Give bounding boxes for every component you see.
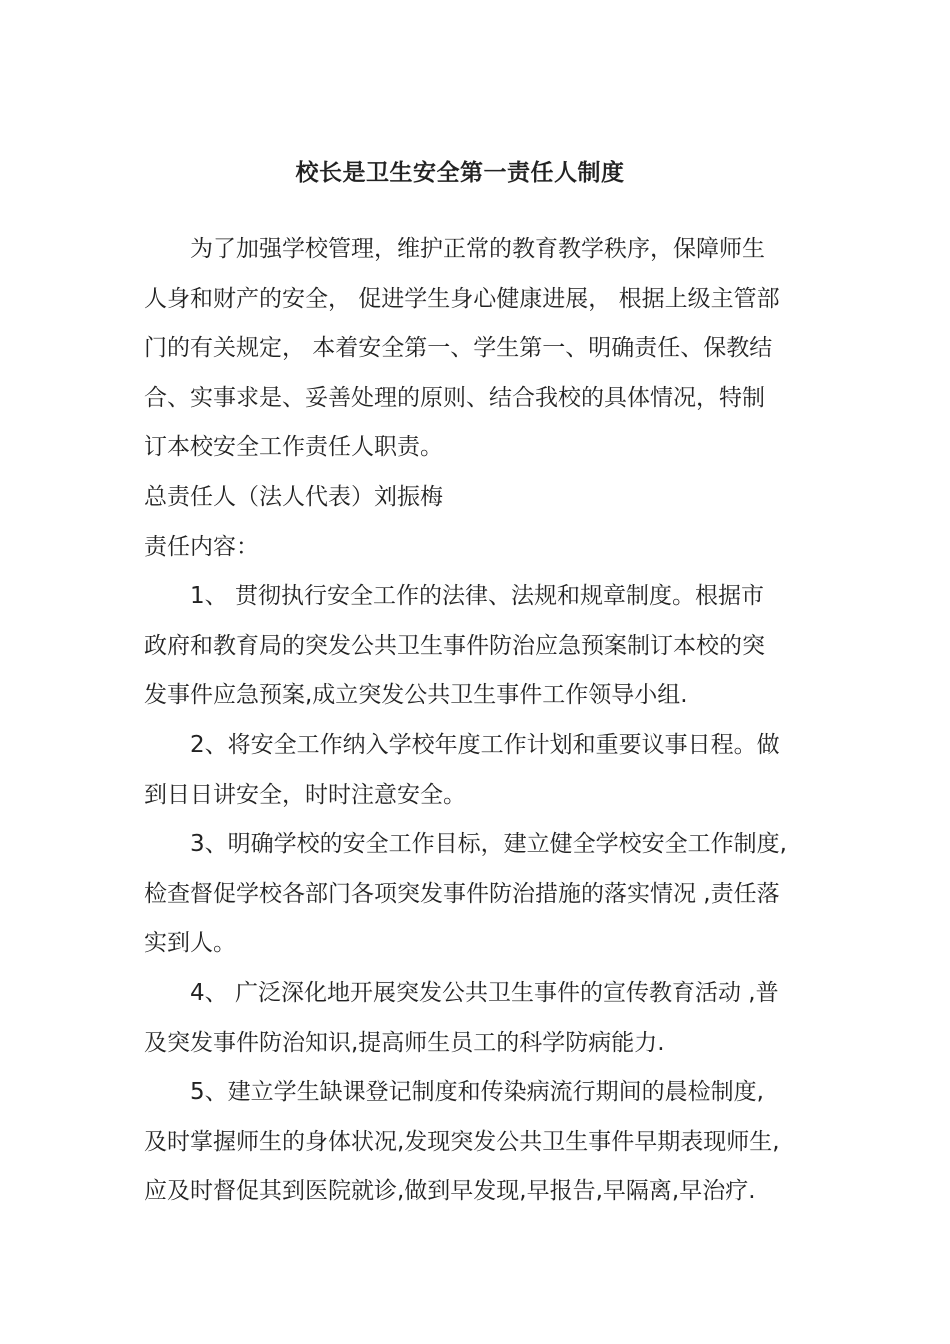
item-line: 应及时督促其到医院就诊,做到早发现,早报告,早隔离,早治疗. [144,1178,756,1205]
document-body [144,225,812,1217]
responsibility-item-5 [144,1068,812,1217]
item-line: 4、 广泛深化地开展突发公共卫生事件的宣传教育活动 ,普 [190,979,779,1006]
responsibility-heading-text: 责任内容： [144,533,259,560]
responsibility-item-3 [144,820,812,969]
item-line: 发事件应急预案,成立突发公共卫生事件工作领导小组. [144,682,688,709]
intro-line: 订本校安全工作责任人职责。 [144,434,443,461]
responsible-person-text: 总责任人（法人代表）刘振梅 [144,483,443,510]
item-line: 政府和教育局的突发公共卫生事件防治应急预案制订本校的突 [144,632,765,659]
item-line: 3、明确学校的安全工作目标，建立健全学校安全工作制度, [190,831,787,858]
intro-line: 合、实事求是、妥善处理的原则、结合我校的具体情况，特制 [144,384,765,411]
item-line: 到日日讲安全，时时注意安全。 [144,781,466,808]
responsible-person [144,473,812,523]
responsibility-heading [144,523,812,573]
item-line: 及突发事件防治知识,提高师生员工的科学防病能力. [144,1029,665,1056]
item-line: 5、建立学生缺课登记制度和传染病流行期间的晨检制度, [190,1079,764,1106]
item-line: 实到人。 [144,930,236,957]
responsibility-item-1 [144,572,812,721]
intro-paragraph [144,225,812,473]
document-title: 校长是卫生安全第一责任人制度 [295,160,625,186]
responsibility-item-2 [144,721,812,820]
intro-line: 门的有关规定， 本着安全第一、学生第一、明确责任、保教结 [144,335,773,362]
intro-line: 人身和财产的安全， 促进学生身心健康进展， 根据上级主管部 [144,285,780,312]
item-line: 1、 贯彻执行安全工作的法律、法规和规章制度。根据市 [190,583,764,610]
responsibility-item-4 [144,969,812,1068]
item-line: 2、将安全工作纳入学校年度工作计划和重要议事日程。做 [190,731,780,758]
intro-line: 为了加强学校管理，维护正常的教育教学秩序，保障师生 [190,236,765,262]
item-line: 检查督促学校各部门各项突发事件防治措施的落实情况 ,责任落 [144,880,780,907]
item-line: 及时掌握师生的身体状况,发现突发公共卫生事件早期表现师生, [144,1128,780,1155]
